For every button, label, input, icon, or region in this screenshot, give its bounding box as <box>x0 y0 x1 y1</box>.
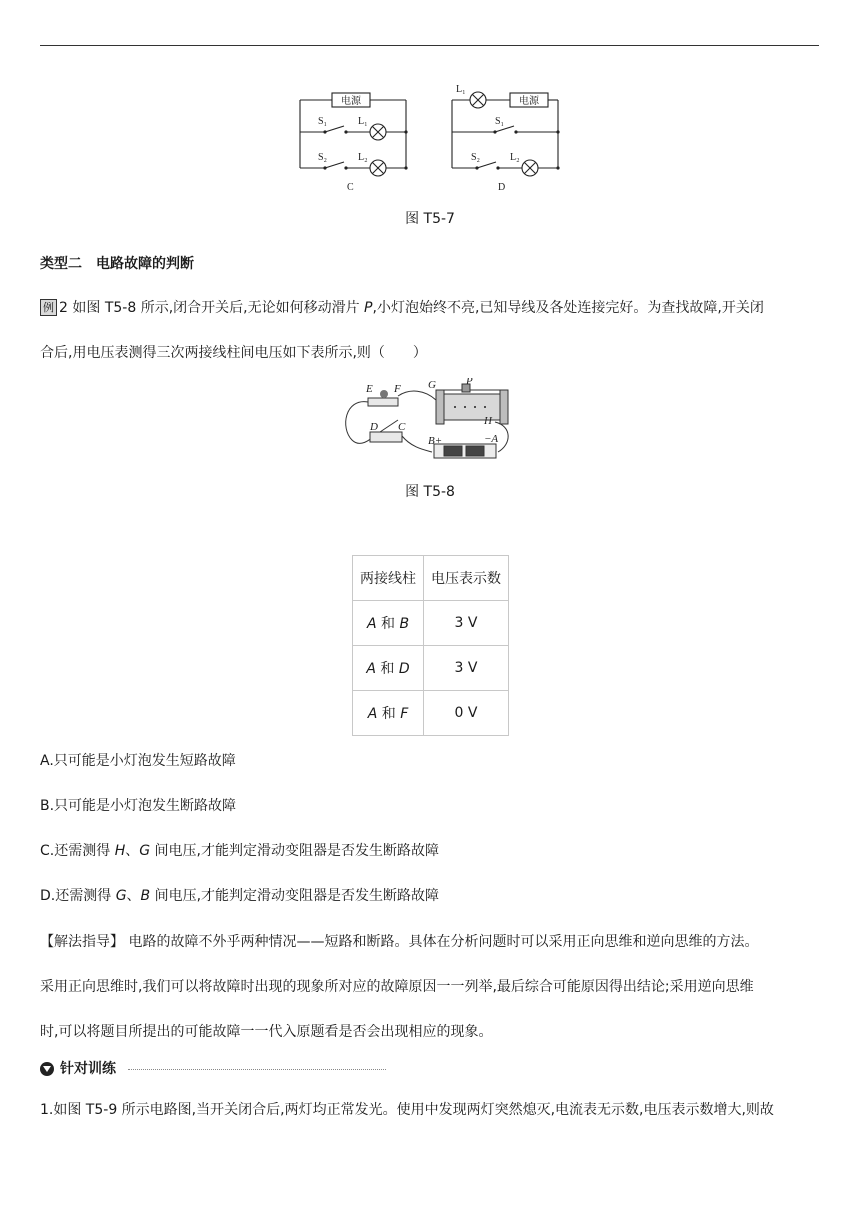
terminal-2: D <box>398 661 410 677</box>
circuit-c-s1: S₁ <box>318 116 328 127</box>
terminal-2: B <box>399 616 410 632</box>
dotted-divider <box>128 1069 386 1070</box>
terminal-1: A <box>367 706 378 722</box>
option-c-var-2: G <box>139 843 151 859</box>
figure-t5-8-apparatus <box>340 378 530 462</box>
option-b: B.只可能是小灯泡发生断路故障 <box>40 798 237 814</box>
triangle-down-icon <box>40 1062 54 1076</box>
circuit-d-label: D <box>498 182 506 193</box>
guidance-line-1: 【解法指导】 电路的故障不外乎两种情况——短路和断路。具体在分析问题时可以采用正向思维和逆向思维的方法。 <box>40 934 759 950</box>
label-g: G <box>428 379 436 391</box>
terminal-1: A <box>366 616 377 632</box>
circuit-c-s2: S₂ <box>318 152 328 163</box>
circuit-c-label: C <box>347 182 354 193</box>
figure-t5-8-caption: 图 T5-8 <box>405 484 455 500</box>
table-row <box>353 646 509 691</box>
circuit-c-l2: L₂ <box>358 152 368 163</box>
label-b: B+ <box>428 435 443 447</box>
option-d-sep: 、 <box>126 888 141 904</box>
terminal-pair <box>353 646 424 691</box>
label-c: C <box>398 421 406 433</box>
label-d: D <box>370 421 378 433</box>
option-d-text: D.还需测得 <box>40 888 116 904</box>
option-c-var-1: H <box>114 843 126 859</box>
example-var-p: P <box>364 300 373 316</box>
option-c-text: C.还需测得 <box>40 843 115 859</box>
terminal-pair <box>353 691 424 736</box>
option-a: A.只可能是小灯泡发生短路故障 <box>40 753 236 769</box>
joiner: 和 <box>376 616 400 632</box>
example-number: 2 <box>59 300 68 316</box>
voltage-value: 3 V <box>424 646 509 691</box>
figure-t5-7-caption: 图 T5-7 <box>405 211 455 227</box>
circuit-d-l2: L₂ <box>510 152 520 163</box>
practice-heading: 针对训练 <box>60 1061 116 1077</box>
circuit-c-power: 电源 <box>341 96 361 107</box>
practice-question-1: 1.如图 T5-9 所示电路图,当开关闭合后,两灯均正常发光。使用中发现两灯突然熄灭,电流表无示数,电压表示数增大,则故 <box>40 1102 774 1118</box>
terminal-pair <box>353 601 424 646</box>
circuit-c-l1: L₁ <box>358 116 368 127</box>
terminal-2: F <box>400 706 409 722</box>
example-badge: 例 <box>40 299 57 316</box>
label-p: P <box>466 378 473 387</box>
section-title: 类型二 电路故障的判断 <box>40 256 194 272</box>
example-text: 如图 T5-8 所示,闭合开关后,无论如何移动滑片 <box>67 300 365 316</box>
terminal-1: A <box>366 661 376 677</box>
table-header-row <box>353 556 509 601</box>
figure-t5-7-circuits <box>290 80 570 200</box>
option-c-sep: 、 <box>125 843 140 859</box>
guidance-line-2: 采用正向思维时,我们可以将故障时出现的现象所对应的故障原因一一列举,最后综合可能原因得出结论;采用逆向思维 <box>40 979 754 995</box>
option-d-var-1: G <box>115 888 127 904</box>
guidance-line-3: 时,可以将题目所提出的可能故障一一代入原题看是否会出现相应的现象。 <box>40 1024 493 1040</box>
header-rule <box>40 45 819 46</box>
table-row <box>353 601 509 646</box>
voltage-table <box>352 555 509 736</box>
circuit-d-power: 电源 <box>519 96 539 107</box>
example-line-2: 合后,用电压表测得三次两接线柱间电压如下表所示,则（ ） <box>40 345 427 361</box>
circuit-d-s2: S₂ <box>471 152 481 163</box>
label-f: F <box>394 383 401 395</box>
header-terminals: 两接线柱 <box>353 556 424 601</box>
example-text-2: ,小灯泡始终不亮,已知导线及各处连接完好。为查找故障,开关闭 <box>372 300 764 316</box>
option-c-text-2: 间电压,才能判定滑动变阻器是否发生断路故障 <box>150 843 439 859</box>
label-h: H <box>484 415 492 427</box>
voltage-value: 3 V <box>424 601 509 646</box>
option-d-text-2: 间电压,才能判定滑动变阻器是否发生断路故障 <box>150 888 440 904</box>
voltage-value: 0 V <box>424 691 509 736</box>
circuit-d-l1: L₁ <box>456 84 466 95</box>
option-d-var-2: B <box>140 888 151 904</box>
option-d <box>40 886 439 906</box>
circuit-d-s1: S₁ <box>495 116 505 127</box>
option-c <box>40 841 439 861</box>
table-row <box>353 691 509 736</box>
joiner: 和 <box>377 706 401 722</box>
joiner: 和 <box>375 661 399 677</box>
example-line-1 <box>40 298 764 318</box>
header-voltage: 电压表示数 <box>424 556 509 601</box>
label-e: E <box>366 383 373 395</box>
label-a: −A <box>484 433 499 445</box>
